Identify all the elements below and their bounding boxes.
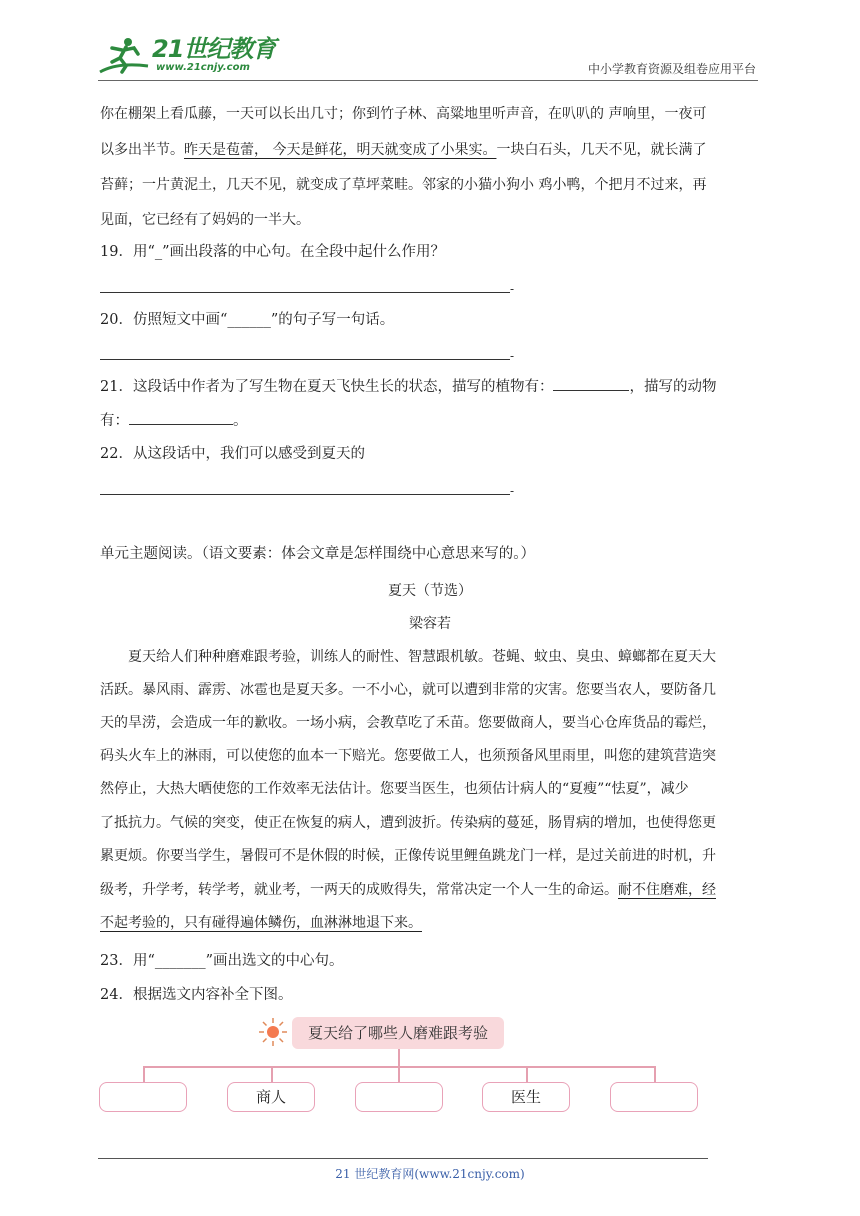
diagram-connector [398,1066,400,1082]
passage-author: 梁容若 [409,616,451,632]
logo-text: 21世纪教育 [152,35,276,63]
answer-line-19[interactable] [100,292,510,293]
underlined-sentence: 昨天是苞蕾， 今天是鲜花，明天就变成了小果实。 [184,142,497,158]
diagram-title: 夏天给了哪些人磨难跟考验 [292,1017,504,1049]
question-21-line1: 21．这段话中作者为了写生物在夏天飞快生长的状态，描写的植物有： ，描写的动物 [100,376,716,397]
page-header [98,32,758,81]
footer-link[interactable]: 21 世纪教育网(www.21cnjy.com) [335,1167,525,1181]
passage2-line6: 了抵抗力。气候的突变，使正在恢复的病人，遭到波折。传染病的蔓延，肠胃病的增加，也使得您更 [100,815,716,831]
diagram-connector [271,1066,273,1082]
diagram-box-doctor: 医生 [482,1082,570,1112]
question-21-line2: 有： 。 [100,410,248,431]
passage1-line3: 苔藓；一片黄泥土，几天不见，就变成了草坪菜畦。邻家的小猫小狗小 鸡小鸭，个把月不过来，再 [100,177,707,193]
passage1-line2: 以多出半节。昨天是苞蕾， 今天是鲜花，明天就变成了小果实。一块白石头，几天不见，就长满了 [100,142,707,158]
question-20: 20．仿照短文中画“______”的句子写一句话。 [100,312,395,328]
passage2-line9: 不起考验的，只有碰得遍体鳞伤，血淋淋地退下来。 [100,915,422,931]
answer-dash: - [510,349,515,363]
passage2-line8: 级考，升学考，转学考，就业考，一两天的成败得失，常常决定一个人一生的命运。耐不住磨难，经 [100,882,716,898]
diagram-box-blank[interactable] [355,1082,443,1112]
answer-line-22[interactable] [100,494,510,495]
answer-dash: - [510,484,515,498]
blank-plants[interactable] [553,376,629,391]
blank-animals[interactable] [129,410,233,425]
diagram-box-merchant: 商人 [227,1082,315,1112]
passage2-line1: 夏天给人们种种磨难跟考验，训练人的耐性、智慧跟机敏。苍蝇、蚊虫、臭虫、蟑螂都在夏天大 [128,649,716,665]
header-platform-name: 中小学教育资源及组卷应用平台 [587,62,756,76]
diagram-connector [654,1066,656,1082]
section-intro: 单元主题阅读。（语文要素：体会文章是怎样围绕中心意思来写的。） [100,546,535,562]
underlined-sentence: 耐不住磨难，经 [618,882,716,898]
sun-icon [258,1017,288,1047]
passage-title: 夏天（节选） [388,583,472,599]
passage1-line4: 见面，它已经有了妈妈的一半大。 [100,212,310,228]
passage2-line2: 活跃。暴风雨、霹雳、冰雹也是夏天多。一不小心，就可以遭到非常的灾害。您要当农人，要防备几 [100,682,716,698]
passage2-line5: 然停止，大热大晒使您的工作效率无法估计。您要当医生，也须估计病人的“夏瘦”“怯夏”，减少 [100,781,689,797]
runner-logo-icon [98,36,150,76]
logo-url: www.21cnjy.com [156,62,250,73]
diagram-box-blank[interactable] [99,1082,187,1112]
question-22: 22．从这段话中，我们可以感受到夏天的 [100,446,365,462]
passage2-line3: 天的旱涝，会造成一年的歉收。一场小病，会教草吃了禾苗。您要做商人，要当心仓库货品的霉烂， [100,715,716,731]
answer-line-20[interactable] [100,359,510,360]
question-19: 19．用“_”画出段落的中心句。在全段中起什么作用？ [100,244,446,260]
footer-divider [98,1158,708,1159]
question-23: 23．用“_______”画出选文的中心句。 [100,953,344,969]
diagram-box-blank[interactable] [610,1082,698,1112]
site-logo[interactable] [98,36,275,76]
question-24: 24．根据选文内容补全下图。 [100,987,293,1003]
diagram-connector [398,1049,400,1067]
answer-dash: - [510,282,515,296]
passage2-line4: 码头火车上的淋雨，可以使您的血本一下赔光。您要做工人，也须预备风里雨里，叫您的建筑营造突 [100,748,716,764]
diagram-connector [143,1066,145,1082]
passage2-line7: 累更烦。你要当学生，暑假可不是休假的时候，正像传说里鲤鱼跳龙门一样，是过关前进的时机，升 [100,848,716,864]
passage1-line1: 你在棚架上看瓜藤，一天可以长出几寸；你到竹子林、高粱地里听声音，在叭叭的 声响里，一夜可 [100,106,707,122]
diagram-connector [526,1066,528,1082]
